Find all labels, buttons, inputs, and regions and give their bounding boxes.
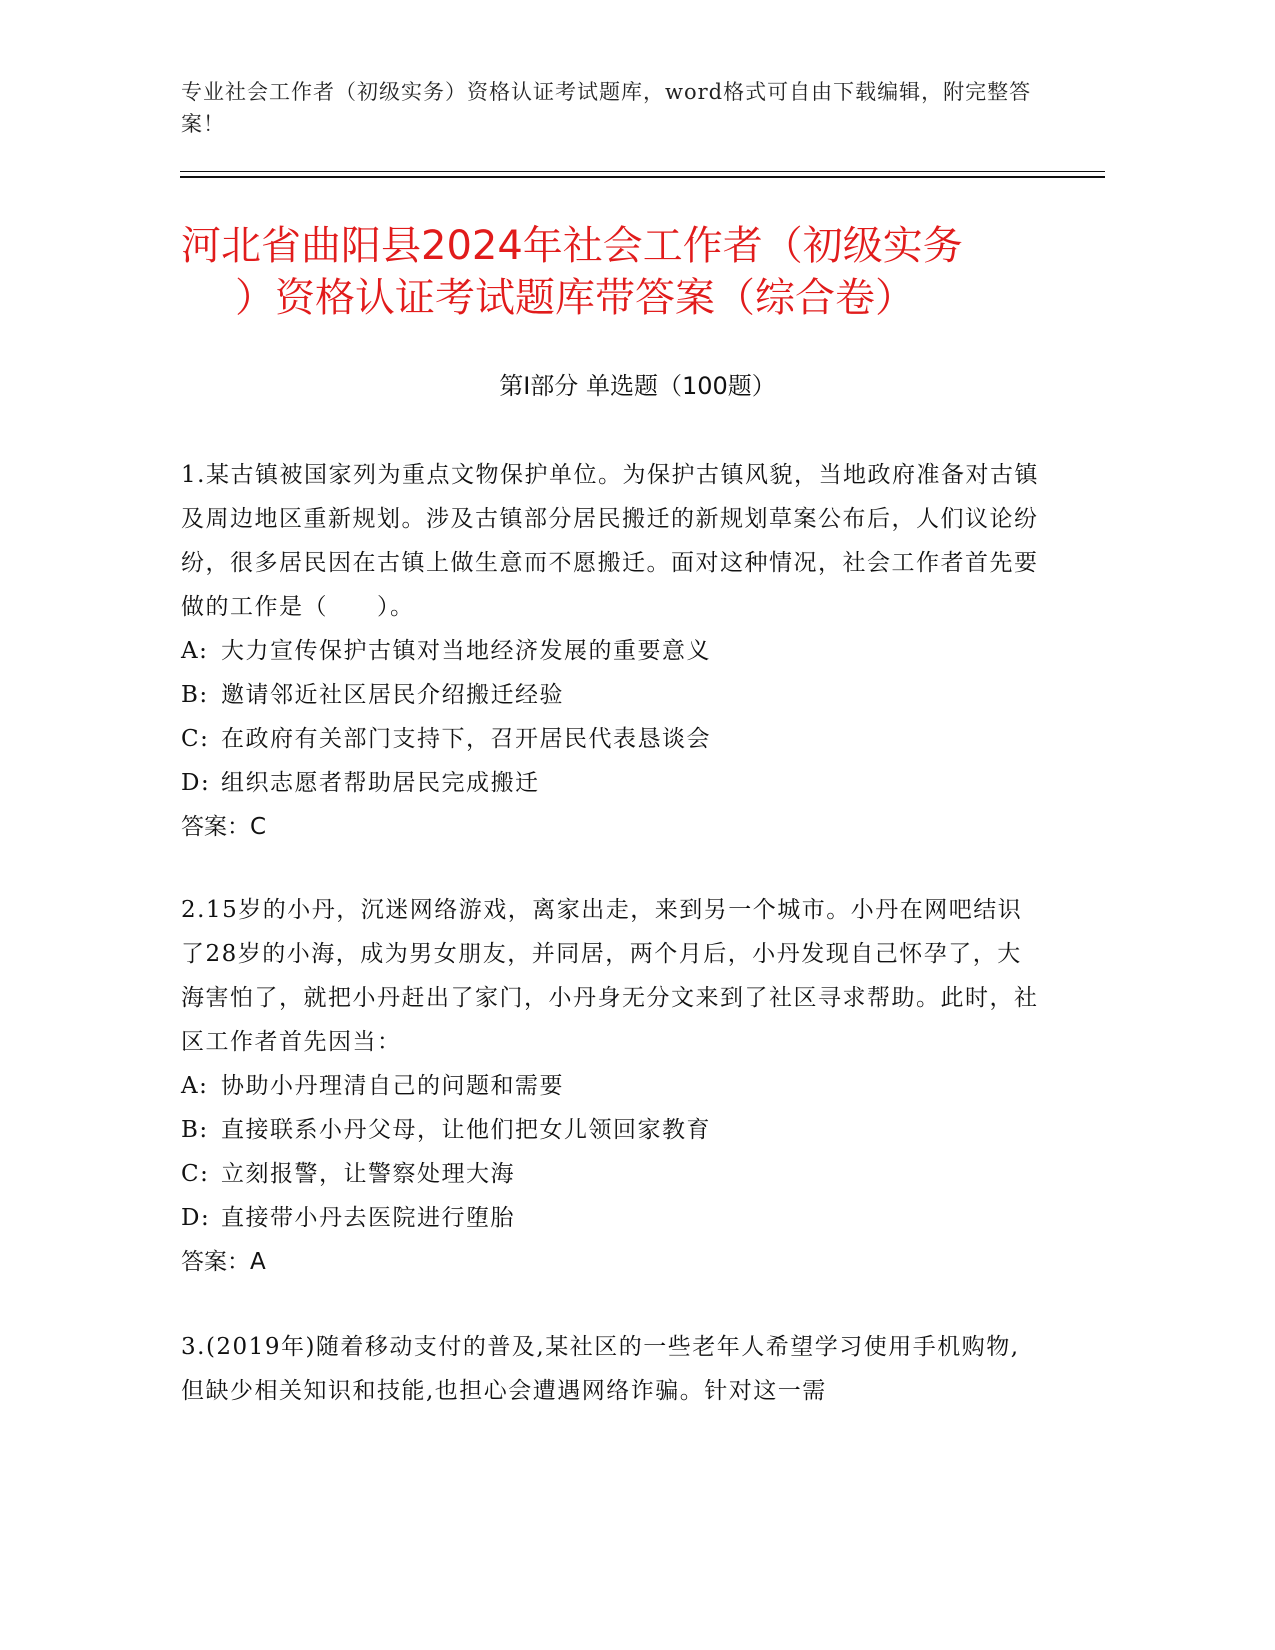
option-text: 在政府有关部门支持下，召开居民代表恳谈会 (221, 726, 711, 752)
option-text: 直接带小丹去医院进行堕胎 (221, 1205, 515, 1231)
document-title-line2: ）资格认证考试题库带答案（综合卷） (235, 275, 915, 321)
question-2 (181, 888, 1041, 1284)
option-d (181, 761, 1041, 805)
option-a (181, 629, 1041, 673)
option-text: 立刻报警，让警察处理大海 (221, 1161, 515, 1187)
section-heading: 第I部分 单选题（100题） (499, 372, 776, 400)
question-1 (181, 453, 1041, 849)
document-title (181, 220, 1081, 324)
option-text: 大力宣传保护古镇对当地经济发展的重要意义 (221, 638, 711, 664)
option-text: 协助小丹理清自己的问题和需要 (221, 1073, 564, 1099)
option-letter: B: (181, 1117, 209, 1143)
option-c (181, 717, 1041, 761)
answer: 答案：C (181, 814, 267, 840)
option-a (181, 1064, 1041, 1108)
option-c (181, 1152, 1041, 1196)
option-b (181, 1108, 1041, 1152)
question-stem: 1.某古镇被国家列为重点文物保护单位。为保护古镇风貌，当地政府准备对古镇及周边地区重新规划。涉及古镇部分居民搬迁的新规划草案公布后，人们议论纷纷，很多居民因在古镇上做生意而不愿搬迁。面对这种情况，社会工作者首先要做的工作是（ ）。 (181, 462, 1039, 620)
header-note: 专业社会工作者（初级实务）资格认证考试题库，word格式可自由下载编辑，附完整答案！ (181, 80, 1032, 136)
option-letter: A: (181, 638, 209, 664)
question-3 (181, 1325, 1041, 1413)
question-stem: 3.(2019年)随着移动支付的普及,某社区的一些老年人希望学习使用手机购物,但缺少相关知识和技能,也担心会遭遇网络诈骗。针对这一需 (181, 1334, 1020, 1404)
header-rule-thin (180, 171, 1105, 172)
option-text: 邀请邻近社区居民介绍搬迁经验 (221, 682, 564, 708)
header-rule-thick (180, 176, 1105, 178)
option-letter: D: (181, 1205, 211, 1231)
option-letter: D: (181, 770, 211, 796)
option-letter: B: (181, 682, 209, 708)
question-stem: 2.15岁的小丹，沉迷网络游戏，离家出走，来到另一个城市。小丹在网吧结识了28岁的小海，成为男女朋友，并同居，两个月后，小丹发现自己怀孕了，大海害怕了，就把小丹赶出了家门，小丹身无分文来到了社区寻求帮助。此时，社区工作者首先因当： (181, 897, 1039, 1055)
answer: 答案：A (181, 1249, 266, 1275)
option-text: 直接联系小丹父母，让他们把女儿领回家教育 (221, 1117, 711, 1143)
option-letter: C: (181, 1161, 210, 1187)
option-b (181, 673, 1041, 717)
option-d (181, 1196, 1041, 1240)
option-letter: A: (181, 1073, 209, 1099)
document-title-line1: 河北省曲阳县2024年社会工作者（初级实务 (181, 223, 963, 269)
option-letter: C: (181, 726, 210, 752)
option-text: 组织志愿者帮助居民完成搬迁 (221, 770, 540, 796)
